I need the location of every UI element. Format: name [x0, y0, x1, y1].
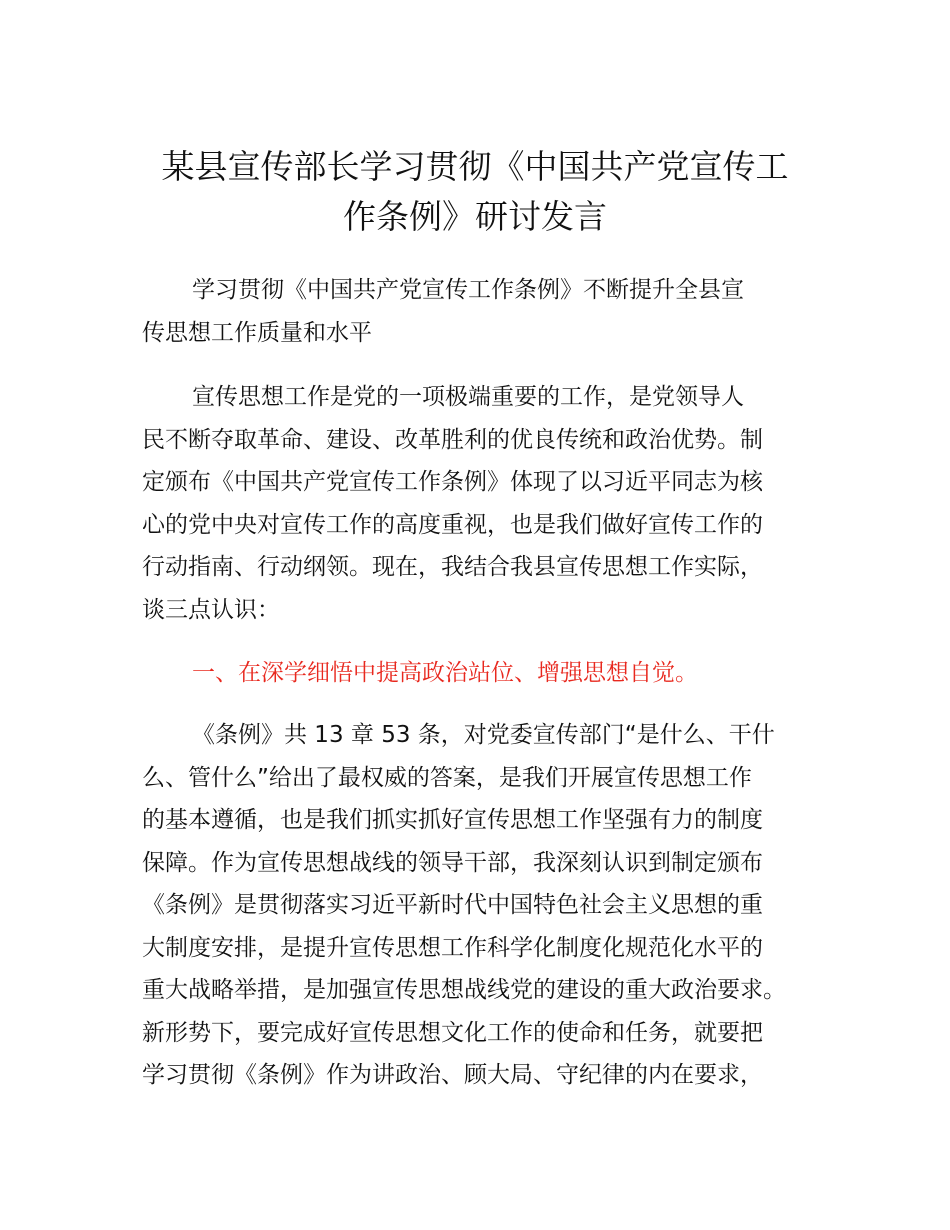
paragraph-2-line-6: 大制度安排，是提升宣传思想工作科学化制度化规范化水平的 — [142, 935, 763, 961]
paragraph-2-line-5: 《条例》是贯彻落实习近平新时代中国特色社会主义思想的重 — [142, 892, 763, 918]
paragraph-2-line-2: 么、管什么”给出了最权威的答案，是我们开展宣传思想工作 — [142, 765, 752, 791]
section-heading-1: 一、在深学细悟中提高政治站位、增强思想自觉。 — [192, 660, 698, 686]
paragraph-1-line-3: 定颁布《中国共产党宣传工作条例》体现了以习近平同志为核 — [142, 469, 763, 495]
subtitle-line-2: 传思想工作质量和水平 — [142, 320, 372, 346]
paragraph-1-line-5: 行动指南、行动纲领。现在，我结合我县宣传思想工作实际， — [142, 554, 763, 580]
paragraph-1-line-4: 心的党中央对宣传工作的高度重视，也是我们做好宣传工作的 — [142, 512, 763, 538]
document-title-line-2: 作条例》研讨发言 — [343, 197, 607, 236]
paragraph-1-line-1: 宣传思想工作是党的一项极端重要的工作，是党领导人 — [192, 384, 744, 410]
paragraph-2-line-9: 学习贯彻《条例》作为讲政治、顾大局、守纪律的内在要求， — [142, 1062, 763, 1088]
paragraph-2-line-3: 的基本遵循，也是我们抓实抓好宣传思想工作坚强有力的制度 — [142, 807, 763, 833]
paragraph-2-line-1: 《条例》共 13 章 53 条，对党委宣传部门“是什么、干什 — [192, 722, 775, 748]
subtitle-line-1: 学习贯彻《中国共产党宣传工作条例》不断提升全县宣 — [192, 277, 744, 303]
paragraph-2-line-8: 新形势下，要完成好宣传思想文化工作的使命和任务，就要把 — [142, 1020, 763, 1046]
document-title-line-1: 某县宣传部长学习贯彻《中国共产党宣传工 — [161, 147, 789, 186]
paragraph-2-line-7: 重大战略举措，是加强宣传思想战线党的建设的重大政治要求。 — [142, 977, 786, 1003]
paragraph-1-line-6: 谈三点认识： — [142, 597, 280, 623]
paragraph-2-line-4: 保障。作为宣传思想战线的领导干部，我深刻认识到制定颁布 — [142, 850, 763, 876]
paragraph-1-line-2: 民不断夺取革命、建设、改革胜利的优良传统和政治优势。制 — [142, 427, 763, 453]
